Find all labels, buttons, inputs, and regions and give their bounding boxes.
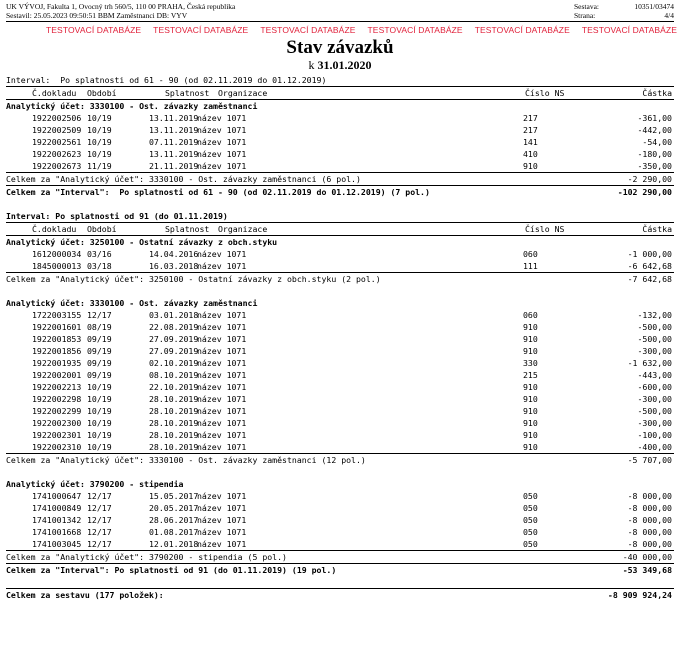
account-heading-text: Analytický účet: 3790200 - stipendia [6,479,184,489]
cell-cislo-ns: 050 [523,515,538,525]
account-heading [6,297,674,309]
spacer-row [6,198,674,210]
header-left [6,2,235,20]
table-row [6,248,674,260]
cell-castka: -100,00 [637,430,672,440]
cell-castka: -8 000,00 [627,491,672,501]
table-row [6,112,674,124]
cell-obdobi: 10/19 [87,113,112,123]
cell-cislo-ns: 910 [523,322,538,332]
cell-castka: -6 642,68 [627,261,672,271]
cell-cislo-ns: 217 [523,113,538,123]
cell-cislo-ns: 141 [523,137,538,147]
cell-castka: -132,00 [637,310,672,320]
cell-cislo-ns: 217 [523,125,538,135]
cell-obdobi: 12/17 [87,310,112,320]
watermark-text: TESTOVACÍ DATABÁZE [260,25,356,35]
cell-doklad: 1722003155 [32,310,82,320]
account-total [6,272,674,285]
account-total-amount: -2 290,00 [627,174,672,184]
col-castka: Částka [642,88,672,98]
cell-splatnost: 21.11.2019 [149,161,199,171]
cell-castka: -180,00 [637,149,672,159]
cell-cislo-ns: 330 [523,358,538,368]
col-splatnost: Splatnost [165,88,210,98]
cell-splatnost: 20.05.2017 [149,503,199,513]
cell-doklad: 1922002301 [32,430,82,440]
cell-obdobi: 12/17 [87,503,112,513]
account-total-label: Celkem za "Analytický účet": 3790200 - stipendia (5 pol.) [6,552,287,562]
cell-castka: -300,00 [637,418,672,428]
grand-total [6,588,674,601]
cell-splatnost: 13.11.2019 [149,125,199,135]
cell-castka: -600,00 [637,382,672,392]
cell-splatnost: 13.11.2019 [149,113,199,123]
table-row [6,309,674,321]
table-row [6,405,674,417]
interval-heading-text: Interval: Po splatnosti od 91 (do 01.11.2019) [6,211,228,221]
watermark-text: TESTOVACÍ DATABÁZE [581,25,678,35]
cell-castka: -443,00 [637,370,672,380]
table-row [6,393,674,405]
table-row [6,160,674,172]
cell-organizace: název 1071 [197,346,247,356]
cell-obdobi: 12/17 [87,491,112,501]
col-doklad: Č.dokladu [32,224,77,234]
report-body [6,74,674,601]
cell-doklad: 1741001342 [32,515,82,525]
cell-castka: -300,00 [637,346,672,356]
cell-cislo-ns: 910 [523,161,538,171]
grand-total-amount: -8 909 924,24 [607,590,672,600]
cell-organizace: název 1071 [197,503,247,513]
cell-splatnost: 03.01.2018 [149,310,199,320]
account-total [6,172,674,185]
cell-castka: -500,00 [637,322,672,332]
cell-obdobi: 10/19 [87,125,112,135]
table-row [6,321,674,333]
table-row [6,357,674,369]
interval-total-label: Celkem za "Interval": Po splatnosti od 91 (do 01.11.2019) (19 pol.) [6,565,337,575]
cell-obdobi: 10/19 [87,406,112,416]
report-header [6,2,674,20]
table-row [6,260,674,272]
report-subtitle [0,58,680,73]
cell-obdobi: 03/18 [87,261,112,271]
table-row [6,441,674,453]
cell-organizace: název 1071 [197,491,247,501]
column-header-row [6,86,674,100]
table-row [6,490,674,502]
cell-splatnost: 08.10.2019 [149,370,199,380]
cell-organizace: název 1071 [197,442,247,452]
company-line: UK VÝVOJ, Fakulta 1, Ovocný trh 560/5, 110 00 PRAHA, Česká republika [6,2,236,11]
cell-obdobi: 11/19 [87,161,112,171]
test-database-watermark [0,25,680,35]
cell-castka: -8 000,00 [627,539,672,549]
watermark-text: TESTOVACÍ DATABÁZE [46,25,142,35]
cell-obdobi: 03/16 [87,249,112,259]
cell-obdobi: 10/19 [87,382,112,392]
cell-obdobi: 10/19 [87,430,112,440]
cell-organizace: název 1071 [197,515,247,525]
strana-value: 4/4 [664,11,674,20]
cell-castka: -54,00 [642,137,672,147]
table-row [6,333,674,345]
cell-doklad: 1922002001 [32,370,82,380]
cell-organizace: název 1071 [197,394,247,404]
watermark-text: TESTOVACÍ DATABÁZE [474,25,570,35]
cell-doklad: 1922002509 [32,125,82,135]
cell-obdobi: 10/19 [87,149,112,159]
cell-castka: -1 000,00 [627,249,672,259]
cell-castka: -500,00 [637,334,672,344]
cell-castka: -361,00 [637,113,672,123]
cell-splatnost: 13.11.2019 [149,149,199,159]
cell-organizace: název 1071 [197,249,247,259]
cell-splatnost: 28.06.2017 [149,515,199,525]
account-heading [6,236,674,248]
account-total [6,453,674,466]
cell-doklad: 1922001935 [32,358,82,368]
cell-cislo-ns: 910 [523,382,538,392]
cell-castka: -8 000,00 [627,503,672,513]
cell-organizace: název 1071 [197,125,247,135]
cell-splatnost: 02.10.2019 [149,358,199,368]
col-cislo-ns: Číslo NS [525,88,565,98]
cell-obdobi: 10/19 [87,394,112,404]
cell-castka: -300,00 [637,394,672,404]
cell-castka: -350,00 [637,161,672,171]
grand-total-label: Celkem za sestavu (177 položek): [6,590,164,600]
interval-total [6,185,674,198]
cell-doklad: 1922002673 [32,161,82,171]
cell-cislo-ns: 050 [523,539,538,549]
cell-obdobi: 12/17 [87,539,112,549]
spacer-row [6,576,674,588]
cell-obdobi: 09/19 [87,346,112,356]
cell-splatnost: 14.04.2016 [149,249,199,259]
interval-total-label: Celkem za "Interval": Po splatnosti od 61 - 90 (od 02.11.2019 do 01.12.2019) (7 pol.) [6,187,430,197]
account-heading-text: Analytický účet: 3330100 - Ost. závazky zaměstnanci [6,298,258,308]
col-organizace: Organizace [218,224,268,234]
cell-splatnost: 28.10.2019 [149,430,199,440]
account-heading [6,478,674,490]
cell-splatnost: 28.10.2019 [149,406,199,416]
table-row [6,502,674,514]
cell-doklad: 1741003045 [32,539,82,549]
cell-splatnost: 07.11.2019 [149,137,199,147]
cell-organizace: název 1071 [197,261,247,271]
cell-obdobi: 10/19 [87,137,112,147]
account-total-amount: -5 707,00 [627,455,672,465]
cell-cislo-ns: 111 [523,261,538,271]
interval-total [6,563,674,576]
cell-organizace: název 1071 [197,310,247,320]
table-row [6,136,674,148]
interval-total-amount: -53 349,68 [622,565,672,575]
cell-doklad: 1922002506 [32,113,82,123]
cell-doklad: 1922002561 [32,137,82,147]
cell-obdobi: 09/19 [87,370,112,380]
table-row [6,381,674,393]
cell-organizace: název 1071 [197,370,247,380]
cell-castka: -500,00 [637,406,672,416]
cell-cislo-ns: 410 [523,149,538,159]
col-obdobi: Období [87,88,117,98]
sestava-label: Sestava: [574,2,599,11]
cell-doklad: 1922002300 [32,418,82,428]
cell-organizace: název 1071 [197,382,247,392]
cell-obdobi: 10/19 [87,442,112,452]
spacer-row [6,466,674,478]
cell-splatnost: 28.10.2019 [149,394,199,404]
account-heading [6,100,674,112]
cell-organizace: název 1071 [197,322,247,332]
table-row [6,417,674,429]
cell-obdobi: 09/19 [87,358,112,368]
account-total-amount: -7 642,68 [627,274,672,284]
column-header-row [6,222,674,236]
watermark-text: TESTOVACÍ DATABÁZE [367,25,463,35]
cell-doklad: 1922002298 [32,394,82,404]
header-divider [6,21,674,22]
col-castka: Částka [642,224,672,234]
cell-castka: -442,00 [637,125,672,135]
table-row [6,148,674,160]
spacer-row [6,285,674,297]
col-organizace: Organizace [218,88,268,98]
cell-organizace: název 1071 [197,430,247,440]
cell-doklad: 1741000849 [32,503,82,513]
cell-organizace: název 1071 [197,539,247,549]
account-heading-text: Analytický účet: 3330100 - Ost. závazky zaměstnanci [6,101,258,111]
cell-organizace: název 1071 [197,406,247,416]
cell-splatnost: 22.10.2019 [149,382,199,392]
cell-cislo-ns: 050 [523,503,538,513]
cell-obdobi: 08/19 [87,322,112,332]
cell-cislo-ns: 910 [523,394,538,404]
account-total-label: Celkem za "Analytický účet": 3330100 - Ost. závazky zaměstnanci (12 pol.) [6,455,366,465]
cell-doklad: 1741001668 [32,527,82,537]
cell-doklad: 1922002310 [32,442,82,452]
cell-organizace: název 1071 [197,418,247,428]
cell-obdobi: 12/17 [87,527,112,537]
account-total [6,550,674,563]
strana-label: Strana: [574,11,596,20]
col-obdobi: Období [87,224,117,234]
cell-organizace: název 1071 [197,161,247,171]
cell-cislo-ns: 910 [523,418,538,428]
cell-doklad: 1922001856 [32,346,82,356]
cell-cislo-ns: 060 [523,310,538,320]
col-doklad: Č.dokladu [32,88,77,98]
cell-doklad: 1922001853 [32,334,82,344]
table-row [6,124,674,136]
sestava-value: 10351/03474 [634,2,674,11]
cell-splatnost: 16.03.2018 [149,261,199,271]
cell-castka: -1 632,00 [627,358,672,368]
col-cislo-ns: Číslo NS [525,224,565,234]
cell-splatnost: 15.05.2017 [149,491,199,501]
cell-cislo-ns: 910 [523,442,538,452]
subtitle-date: 31.01.2020 [317,58,372,72]
cell-splatnost: 27.09.2019 [149,346,199,356]
cell-cislo-ns: 050 [523,491,538,501]
header-right [574,2,674,20]
cell-splatnost: 22.08.2019 [149,322,199,332]
cell-cislo-ns: 215 [523,370,538,380]
cell-doklad: 1612000034 [32,249,82,259]
watermark-text: TESTOVACÍ DATABÁZE [153,25,249,35]
cell-splatnost: 27.09.2019 [149,334,199,344]
cell-cislo-ns: 060 [523,249,538,259]
account-total-label: Celkem za "Analytický účet": 3330100 - Ost. závazky zaměstnanci (6 pol.) [6,174,361,184]
cell-organizace: název 1071 [197,334,247,344]
cell-obdobi: 12/17 [87,515,112,525]
account-total-label: Celkem za "Analytický účet": 3250100 - Ostatní závazky z obch.styku (2 pol.) [6,274,381,284]
cell-cislo-ns: 910 [523,346,538,356]
table-row [6,369,674,381]
cell-cislo-ns: 910 [523,406,538,416]
cell-castka: -8 000,00 [627,527,672,537]
interval-heading [6,210,674,222]
subtitle-k: k [308,58,315,72]
created-line: Sestavil: 25.05.2023 09:50:51 BBM Zaměstnanci DB: VYV [6,11,188,20]
account-heading-text: Analytický účet: 3250100 - Ostatní závazky z obch.styku [6,237,278,247]
cell-obdobi: 09/19 [87,334,112,344]
col-splatnost: Splatnost [165,224,210,234]
cell-doklad: 1845000013 [32,261,82,271]
cell-castka: -8 000,00 [627,515,672,525]
table-row [6,345,674,357]
cell-splatnost: 01.08.2017 [149,527,199,537]
cell-organizace: název 1071 [197,527,247,537]
cell-doklad: 1922002213 [32,382,82,392]
cell-doklad: 1922001601 [32,322,82,332]
cell-organizace: název 1071 [197,137,247,147]
cell-organizace: název 1071 [197,113,247,123]
cell-obdobi: 10/19 [87,418,112,428]
cell-doklad: 1922002623 [32,149,82,159]
interval-heading [6,74,674,86]
table-row [6,526,674,538]
report-title: Stav závazků [286,37,394,58]
table-row [6,429,674,441]
cell-doklad: 1741000647 [32,491,82,501]
cell-organizace: název 1071 [197,358,247,368]
cell-cislo-ns: 910 [523,430,538,440]
cell-splatnost: 12.01.2018 [149,539,199,549]
table-row [6,514,674,526]
cell-organizace: název 1071 [197,149,247,159]
cell-castka: -400,00 [637,442,672,452]
account-total-amount: -40 000,00 [622,552,672,562]
cell-splatnost: 28.10.2019 [149,418,199,428]
cell-doklad: 1922002299 [32,406,82,416]
cell-splatnost: 28.10.2019 [149,442,199,452]
interval-heading-text: Interval: Po splatnosti od 61 - 90 (od 02.11.2019 do 01.12.2019) [6,75,327,85]
interval-total-amount: -102 290,00 [617,187,672,197]
cell-cislo-ns: 910 [523,334,538,344]
cell-cislo-ns: 050 [523,527,538,537]
table-row [6,538,674,550]
